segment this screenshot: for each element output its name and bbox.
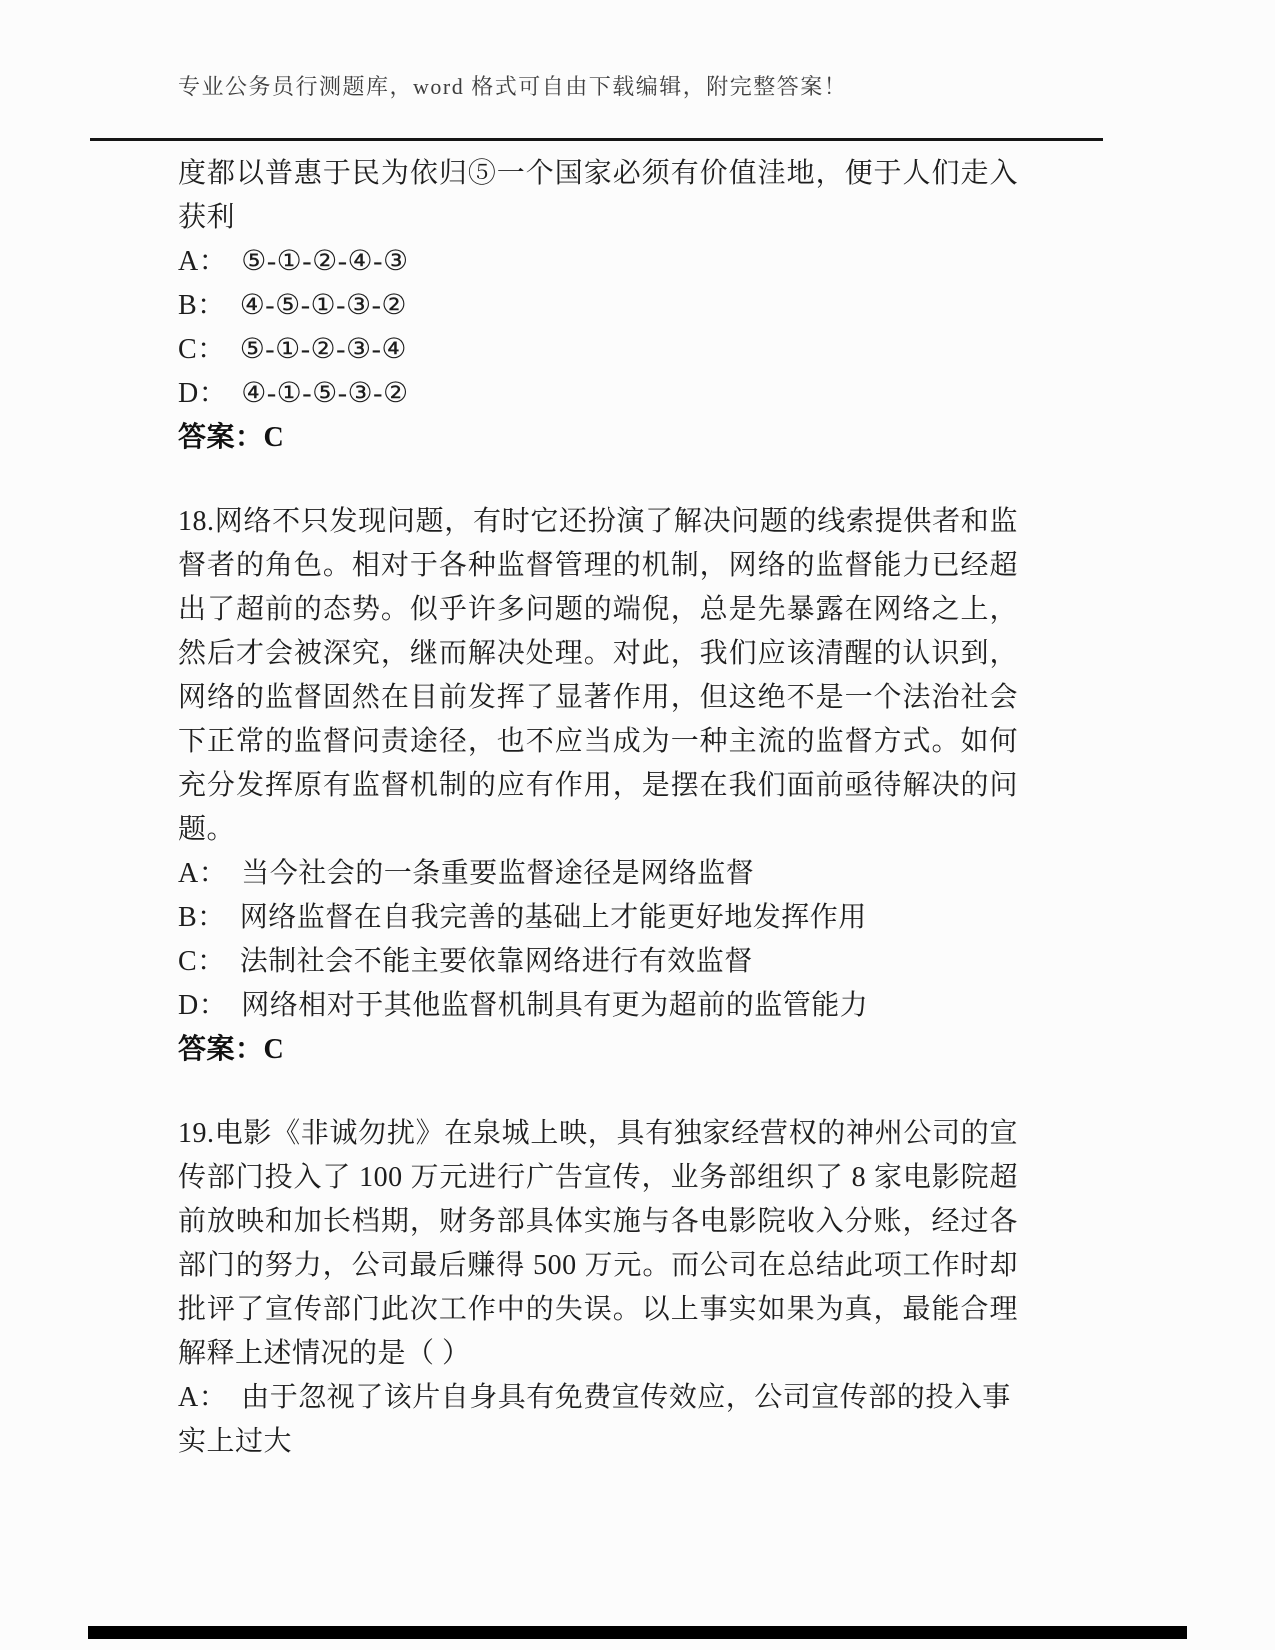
option-label: D： [178, 990, 228, 1021]
question-stem: 19.电影《非诚勿扰》在泉城上映，具有独家经营权的神州公司的宣传部门投入了 100 万元进行广告宣传，业务部组织了 8 家电影院超前放映和加长档期，财务部具体实施与各电影院收入分账，经过各部门的努力，公司最后赚得 500 万元。而公司在总结此项工作时却批评了宣传部门此次工作中的失误。以上事实如果为真，最能合理解释上述情况的是（ ） [178, 1118, 1018, 1369]
option-row [178, 284, 1018, 328]
option-row [178, 1376, 1018, 1464]
option-label: A： [178, 246, 228, 277]
option-text: ⑤-①-②-④-③ [241, 246, 409, 277]
footer-bar [88, 1626, 1187, 1639]
option-row [178, 984, 1018, 1028]
question-block [178, 500, 1018, 1072]
option-label: A： [178, 858, 228, 889]
option-row [178, 852, 1018, 896]
option-label: B： [178, 902, 226, 933]
option-label: C： [178, 946, 226, 977]
option-text: ④-⑤-①-③-② [239, 290, 407, 321]
option-text: 当今社会的一条重要监督途径是网络监督 [241, 858, 755, 889]
question-block [178, 1112, 1018, 1464]
option-row [178, 240, 1018, 284]
option-row [178, 372, 1018, 416]
document-body [178, 152, 1018, 1504]
question-stem: 18.网络不只发现问题，有时它还扮演了解决问题的线索提供者和监督者的角色。相对于各种监督管理的机制，网络的监督能力已经超出了超前的态势。似乎许多问题的端倪，总是先暴露在网络之上，然后才会被深究，继而解决处理。对此，我们应该清醒的认识到，网络的监督固然在目前发挥了显著作用，但这绝不是一个法治社会下正常的监督问责途径，也不应当成为一种主流的监督方式。如何充分发挥原有监督机制的应有作用，是摆在我们面前亟待解决的问题。 [178, 506, 1018, 845]
option-text: 由于忽视了该片自身具有免费宣传效应，公司宣传部的投入事实上过大 [178, 1382, 1011, 1457]
question-block [178, 152, 1018, 460]
question-stem: 度都以普惠于民为依归⑤一个国家必须有价值洼地，便于人们走入获利 [178, 158, 1018, 233]
answer-line: 答案：C [178, 422, 285, 453]
option-text: 网络相对于其他监督机制具有更为超前的监管能力 [241, 990, 869, 1021]
option-text: ⑤-①-②-③-④ [239, 334, 407, 365]
header-divider [90, 138, 1103, 141]
option-text: ④-①-⑤-③-② [241, 378, 409, 409]
answer-line: 答案：C [178, 1034, 285, 1065]
option-row [178, 940, 1018, 984]
option-row [178, 328, 1018, 372]
option-text: 网络监督在自我完善的基础上才能更好地发挥作用 [239, 902, 867, 933]
option-label: C： [178, 334, 226, 365]
option-label: B： [178, 290, 226, 321]
document-header: 专业公务员行测题库，word 格式可自由下载编辑，附完整答案！ [178, 74, 848, 99]
option-label: A： [178, 1382, 228, 1413]
option-text: 法制社会不能主要依靠网络进行有效监督 [239, 946, 753, 977]
option-row [178, 896, 1018, 940]
option-label: D： [178, 378, 228, 409]
